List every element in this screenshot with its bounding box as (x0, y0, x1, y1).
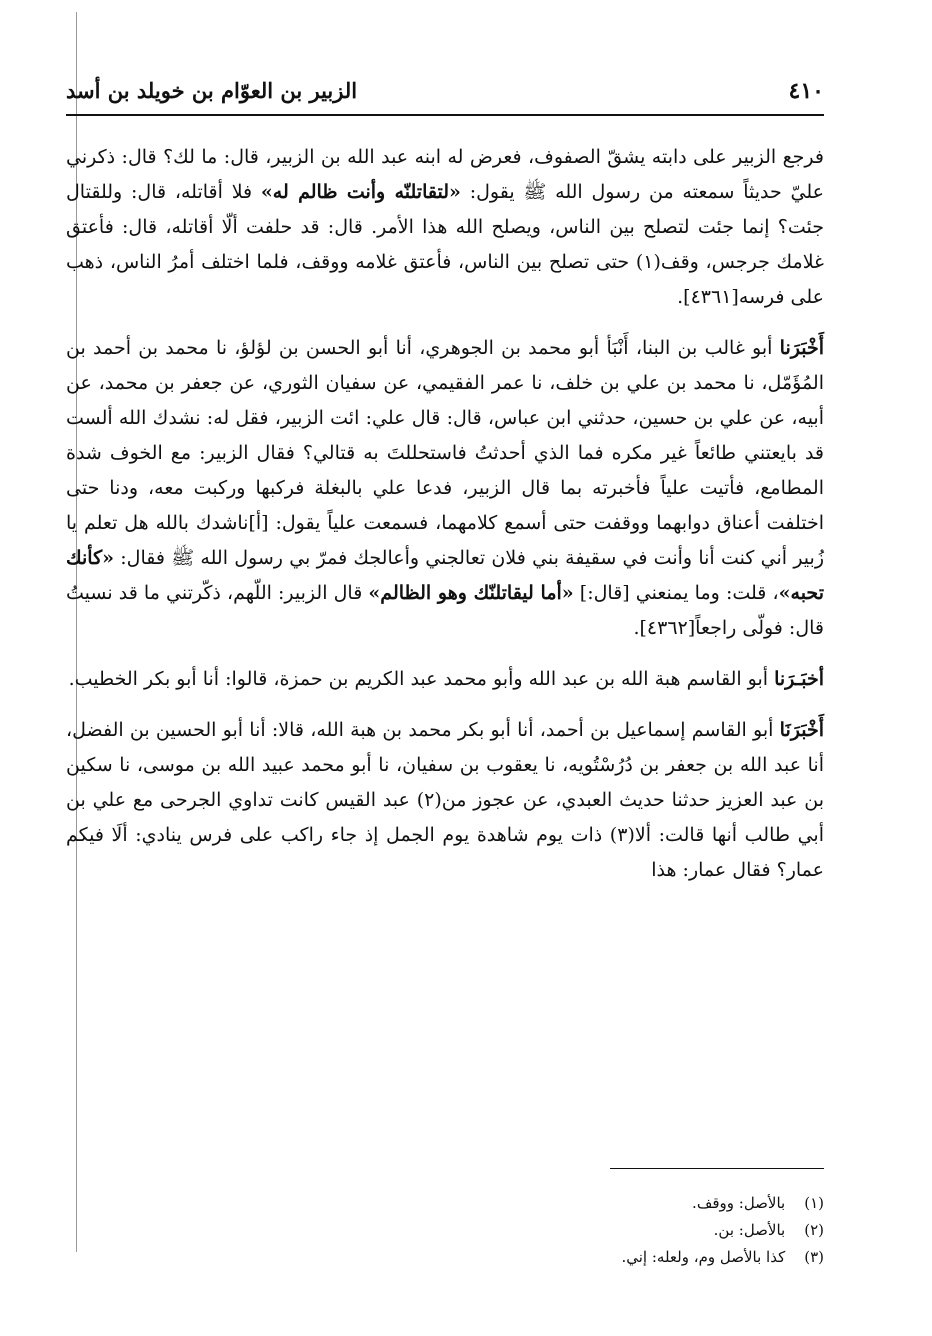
bold-text-segment: «كأنك تحبه» (66, 547, 824, 604)
page-number: ٤١٠ (788, 78, 824, 104)
text-segment: أبو القاسم هبة الله بن عبد الله وأبو محمد عبد الكريم بن حمزة، قالوا: أنا أبو بكر الخطيب. (68, 668, 775, 690)
running-title: الزبير بن العوّام بن خويلد بن أسد (66, 78, 358, 103)
bold-text-segment: «لتقاتلنّه وأنت ظالم له» (260, 181, 461, 203)
footnote (424, 1244, 824, 1271)
footnote-rule (610, 1168, 824, 1169)
footnote-text: كذا بالأصل وم، ولعله: إني. (621, 1248, 790, 1266)
text-segment: فلا أقاتله، قال: وللقتال جئت؟ إنما جئت لتصلح بين الناس، ويصلح الله هذا الأمر. قال: قد حلفت ألّا أقاتله، قال: فأعتق غلامك جرجس، وقف(١) حتى تصلح بين الناس، فأعتق غلامه ووقف، فلما اختلف أمرُ الناس، ذهب على فرسه[٤٣٦١]. (66, 181, 824, 308)
bold-text-segment: «أما ليقاتلنّك وهو الظالم» (368, 582, 574, 604)
footnote-text: بالأصل: بن. (713, 1221, 790, 1239)
text-segment: أبو غالب بن البنا، أَنْبَأ أبو محمد بن الجوهري، أنا أبو الحسن بن لؤلؤ، نا محمد بن أحمد بن المُؤَمّل، نا محمد بن علي بن خلف، نا عمر الفقيمي، عن سفيان الثوري، عن جعفر بن محمد، عن أبيه، عن علي بن حسين، حدثني ابن عباس، قال: قال علي: ائت الزبير، فقل له: نشدك الله ألست قد بايعتني طائعاً غير مكره فما الذي أحدثتُ فاستحللتَ به قتالي؟ فقال الزبير: مع الخوف شدة المطامع، فأتيت علياً فأخبرته بما قال الزبير، فدعا علي بالبغلة فركبها وركبت معه، ودنا حتى اختلفت أعناق دوابهما ووقفت حتى أسمع كلامهما، فسمعت علياً يقول: [أ]ناشدك بالله هل تعلم يا زُبير أني كنت أنا وأنت في سقيفة بني فلان تعالجني وأعالجك فمرّ بي رسول الله ﷺ فقال: (66, 337, 824, 569)
footnotes (424, 1190, 824, 1271)
footnote-number: (٣) (804, 1248, 824, 1266)
text-segment: أبو القاسم إسماعيل بن أحمد، أنا أبو بكر محمد بن هبة الله، قالا: أنا أبو الحسين بن الفضل، أنا عبد الله بن جعفر بن دُرُسْتُويه، نا يعقوب بن سفيان، نا أبو محمد عبيد الله بن موسى، نا سكين بن عبد العزيز حدثنا حديث العبدي، عن عجوز من(٢) عبد القيس كانت تداوي الجرحى مع علي بن أبي طالب أنها قالت: ألا(٣) ذات يوم شاهدة يوم الجمل إذ جاء راكب على فرس ينادي: ألَا فيكم عمار؟ فقال عمار: هذا (66, 719, 824, 881)
bold-text-segment: أَخْبَرَنَا (779, 719, 824, 741)
bold-text-segment: أخبَـرَنا (774, 668, 824, 690)
main-text (66, 140, 824, 888)
footnote-number: (١) (804, 1194, 824, 1212)
footnote-text: بالأصل: ووقف. (692, 1194, 790, 1212)
footnote (424, 1190, 824, 1217)
text-segment: فرجع الزبير على دابته يشقّ الصفوف، فعرض له ابنه عبد الله بن الزبير، قال: ما لك؟ قال: ذكرني عليّ حديثاً سمعته من رسول الله ﷺ يقول: (66, 146, 824, 203)
text-segment: قال الزبير: اللّهم، ذكّرتني ما قد نسيتُ قال: فولّى راجعاً[٤٣٦٢]. (66, 582, 824, 639)
header-rule (66, 114, 824, 116)
page-header (66, 68, 824, 112)
text-segment: ، قلت: وما يمنعني [قال:] (573, 582, 779, 604)
footnote (424, 1217, 824, 1244)
paragraph (66, 713, 824, 888)
paragraph (66, 662, 824, 697)
bold-text-segment: أَخْبَرَنا (779, 337, 824, 359)
footnote-number: (٢) (804, 1221, 824, 1239)
paragraph (66, 331, 824, 646)
paragraph (66, 140, 824, 315)
